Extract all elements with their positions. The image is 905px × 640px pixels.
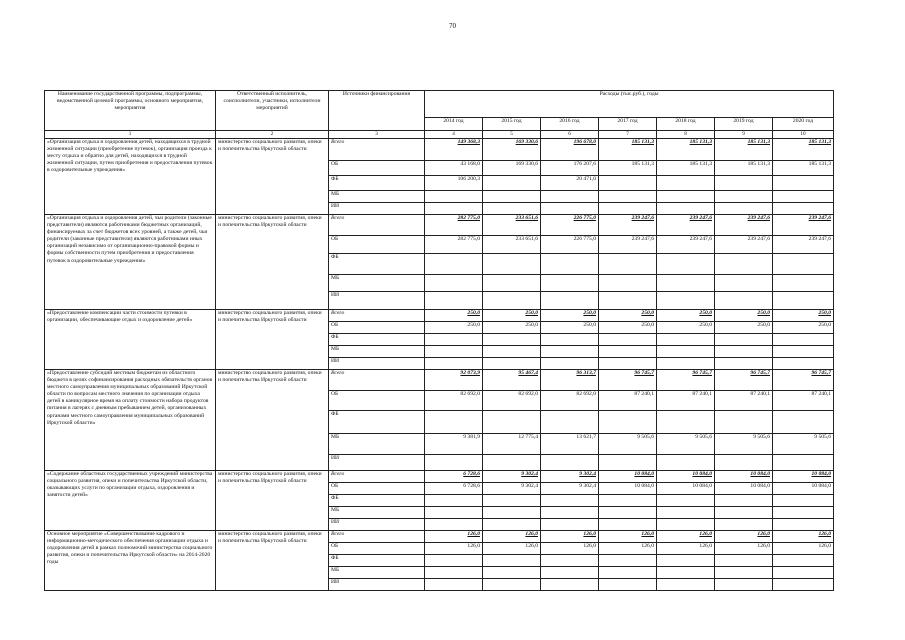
- amount-cell: [483, 190, 541, 202]
- funding-source: ОБ: [329, 235, 425, 253]
- amount-cell: [483, 566, 541, 578]
- amount-cell: 10 084,0: [715, 470, 773, 482]
- amount-cell: [541, 333, 599, 345]
- amount-cell: 106 200,3: [425, 175, 483, 190]
- amount-cell: [715, 274, 773, 291]
- funding-source: Всего: [329, 470, 425, 482]
- amount-cell: 250,0: [541, 321, 599, 333]
- amount-cell: [773, 253, 834, 274]
- amount-cell: 282 775,0: [425, 235, 483, 253]
- amount-cell: 10 084,0: [773, 482, 834, 494]
- amount-cell: [773, 274, 834, 291]
- amount-cell: 185 131,3: [657, 160, 715, 175]
- amount-cell: [483, 578, 541, 590]
- funding-source: ФБ: [329, 554, 425, 566]
- amount-cell: [773, 494, 834, 506]
- amount-cell: 250,0: [599, 321, 657, 333]
- amount-cell: [657, 454, 715, 470]
- amount-cell: [773, 202, 834, 214]
- amount-cell: [599, 494, 657, 506]
- header-expenses: Расходы (тыс.руб.), годы: [425, 91, 834, 118]
- amount-cell: 169 330,6: [483, 160, 541, 175]
- amount-cell: [599, 454, 657, 470]
- funding-source: Всего: [329, 214, 425, 235]
- executor-name: министерство социального развития, опеки и попечительства Иркутской области: [216, 138, 329, 214]
- amount-cell: [715, 554, 773, 566]
- amount-cell: [425, 274, 483, 291]
- amount-cell: [541, 554, 599, 566]
- amount-cell: [541, 506, 599, 518]
- funding-source: ФБ: [329, 253, 425, 274]
- amount-cell: [715, 518, 773, 530]
- amount-cell: 185 131,3: [773, 138, 834, 160]
- amount-cell: [541, 345, 599, 357]
- amount-cell: 87 240,1: [773, 390, 834, 410]
- executor-name: министерство социального развития, опеки и попечительства Иркутской области: [216, 309, 329, 369]
- amount-cell: [773, 518, 834, 530]
- amount-cell: 126,0: [773, 542, 834, 554]
- amount-cell: 149 368,3: [425, 138, 483, 160]
- amount-cell: [541, 410, 599, 433]
- amount-cell: [657, 175, 715, 190]
- amount-cell: [425, 190, 483, 202]
- funding-source: Всего: [329, 369, 425, 390]
- amount-cell: 250,0: [773, 309, 834, 321]
- amount-cell: [483, 175, 541, 190]
- amount-cell: 43 168,0: [425, 160, 483, 175]
- funding-source: ОБ: [329, 482, 425, 494]
- amount-cell: [715, 506, 773, 518]
- amount-cell: 82 692,0: [425, 390, 483, 410]
- amount-cell: 250,0: [657, 321, 715, 333]
- amount-cell: 239 247,6: [599, 214, 657, 235]
- amount-cell: [657, 494, 715, 506]
- amount-cell: 176 207,6: [541, 160, 599, 175]
- amount-cell: [425, 410, 483, 433]
- amount-cell: [599, 410, 657, 433]
- amount-cell: 282 775,0: [425, 214, 483, 235]
- amount-cell: [773, 410, 834, 433]
- amount-cell: 185 131,3: [715, 138, 773, 160]
- amount-cell: 87 240,1: [715, 390, 773, 410]
- amount-cell: [599, 291, 657, 309]
- amount-cell: 250,0: [715, 309, 773, 321]
- amount-cell: 10 084,0: [599, 470, 657, 482]
- amount-cell: 239 247,6: [599, 235, 657, 253]
- amount-cell: [425, 494, 483, 506]
- funding-source: ОБ: [329, 390, 425, 410]
- amount-cell: [599, 506, 657, 518]
- amount-cell: [425, 333, 483, 345]
- amount-cell: [657, 554, 715, 566]
- column-number: 8: [657, 131, 715, 139]
- amount-cell: [657, 274, 715, 291]
- program-name: «Организация отдыха и оздоровления детей, находящихся в трудной жизненной ситуации (приобретение путевок), организация проезда к месту отдыха и обратно для детей, находящихся в трудной жизненной ситуации, путем приобретения и предоставления путевок в оздоровительные учреждения»: [45, 138, 216, 214]
- amount-cell: 6 728,6: [425, 470, 483, 482]
- amount-cell: [599, 274, 657, 291]
- amount-cell: [773, 190, 834, 202]
- executor-name: министерство социального развития, опеки и попечительства Иркутской области: [216, 470, 329, 530]
- amount-cell: [657, 410, 715, 433]
- amount-cell: 9 505,6: [599, 433, 657, 454]
- amount-cell: [657, 291, 715, 309]
- amount-cell: 185 131,3: [599, 160, 657, 175]
- amount-cell: 96 313,7: [541, 369, 599, 390]
- funding-source: ИИ: [329, 291, 425, 309]
- amount-cell: [773, 554, 834, 566]
- program-name: «Предоставление компенсации части стоимости путевки в организации, обеспечивающие отдых и оздоровление детей»: [45, 309, 216, 369]
- amount-cell: [483, 518, 541, 530]
- amount-cell: [657, 190, 715, 202]
- amount-cell: [425, 253, 483, 274]
- amount-cell: [773, 175, 834, 190]
- amount-cell: [425, 454, 483, 470]
- amount-cell: [483, 357, 541, 369]
- amount-cell: 126,0: [657, 542, 715, 554]
- header-year: 2015 год: [483, 118, 541, 131]
- amount-cell: [541, 357, 599, 369]
- header-year: 2018 год: [657, 118, 715, 131]
- amount-cell: [483, 291, 541, 309]
- amount-cell: [483, 345, 541, 357]
- amount-cell: 126,0: [483, 530, 541, 542]
- amount-cell: [657, 578, 715, 590]
- amount-cell: [425, 554, 483, 566]
- table-row: [45, 530, 834, 542]
- amount-cell: 250,0: [425, 321, 483, 333]
- amount-cell: 10 084,0: [599, 482, 657, 494]
- program-name: «Содержание областных государственных учреждений министерства социального развития, опеки и попечительства Иркутской области, оказывающих услуги по организации отдыха, оздоровления и занятости детей»: [45, 470, 216, 530]
- funding-source: Всего: [329, 309, 425, 321]
- amount-cell: [657, 518, 715, 530]
- amount-cell: 226 775,0: [541, 214, 599, 235]
- column-number: 3: [329, 131, 425, 139]
- amount-cell: [425, 578, 483, 590]
- amount-cell: [657, 345, 715, 357]
- amount-cell: 126,0: [425, 542, 483, 554]
- amount-cell: [715, 202, 773, 214]
- amount-cell: [715, 190, 773, 202]
- header-year: 2017 год: [599, 118, 657, 131]
- table-row: [45, 369, 834, 390]
- amount-cell: [483, 202, 541, 214]
- funding-source: МБ: [329, 345, 425, 357]
- amount-cell: 96 745,7: [715, 369, 773, 390]
- amount-cell: 6 728,6: [425, 482, 483, 494]
- amount-cell: 126,0: [599, 542, 657, 554]
- header-executor: Ответственный исполнитель, соисполнители, участники, исполнители мероприятий: [216, 91, 329, 131]
- amount-cell: [599, 345, 657, 357]
- amount-cell: [425, 357, 483, 369]
- amount-cell: 9 302,4: [541, 470, 599, 482]
- amount-cell: 82 692,0: [541, 390, 599, 410]
- funding-source: ОБ: [329, 321, 425, 333]
- amount-cell: [483, 554, 541, 566]
- header-source: Источники финансирования: [329, 91, 425, 131]
- funding-source: Всего: [329, 138, 425, 160]
- amount-cell: [773, 454, 834, 470]
- column-number: 4: [425, 131, 483, 139]
- funding-source: ИИ: [329, 357, 425, 369]
- program-name: Основное мероприятие «Совершенствование кадрового и информационно-методического обеспечения организации отдыха и оздоровления детей в рамках полномочий министерства социального развития, опеки и попечительства Иркутской области» на 2014-2020 годы: [45, 530, 216, 590]
- amount-cell: 239 247,6: [773, 214, 834, 235]
- amount-cell: 169 330,6: [483, 138, 541, 160]
- amount-cell: 96 745,7: [657, 369, 715, 390]
- funding-source: ФБ: [329, 410, 425, 433]
- funding-source: ФБ: [329, 494, 425, 506]
- program-name: «Предоставление субсидий местным бюджетам из областного бюджета в целях софинансирования расходных обязательств органов местного самоуправления муниципальных образований Иркутской области по вопросам местного значения по организации отдыха детей в каникулярное время на оплату стоимости набора продуктов питания в лагерях с дневным пребыванием детей, организованных органами местного самоуправления муниципальных образований Иркутской области»: [45, 369, 216, 470]
- amount-cell: [599, 253, 657, 274]
- amount-cell: [541, 566, 599, 578]
- amount-cell: 126,0: [541, 530, 599, 542]
- funding-source: ОБ: [329, 160, 425, 175]
- amount-cell: [541, 454, 599, 470]
- amount-cell: [599, 175, 657, 190]
- amount-cell: 226 775,0: [541, 235, 599, 253]
- amount-cell: [715, 578, 773, 590]
- amount-cell: 250,0: [483, 321, 541, 333]
- amount-cell: 185 131,3: [599, 138, 657, 160]
- amount-cell: 10 084,0: [715, 482, 773, 494]
- funding-source: МБ: [329, 433, 425, 454]
- funding-source: ФБ: [329, 333, 425, 345]
- funding-source: ИИ: [329, 518, 425, 530]
- amount-cell: 250,0: [715, 321, 773, 333]
- amount-cell: 95 467,4: [483, 369, 541, 390]
- program-name: «Организация отдыха и оздоровления детей, чьи родители (законные представители) являются работниками бюджетных организаций, финансируемых за счет бюджетов всех уровней, а также детей, чьи родители (законные представители) являются работниками иных организаций независимо от организационно-правовой формы и формы собственности путем приобретения и предоставления путевок в оздоровительные учреждения»: [45, 214, 216, 309]
- header-program: Наименование государственной программы, подпрограммы, ведомственной целевой программы, основного мероприятия, мероприятия: [45, 91, 216, 131]
- column-number: 7: [599, 131, 657, 139]
- amount-cell: [599, 357, 657, 369]
- amount-cell: 9 302,4: [541, 482, 599, 494]
- amount-cell: [483, 253, 541, 274]
- amount-cell: 185 131,3: [715, 160, 773, 175]
- amount-cell: 185 131,3: [773, 160, 834, 175]
- funding-source: МБ: [329, 274, 425, 291]
- amount-cell: 87 240,1: [657, 390, 715, 410]
- column-number: 1: [45, 131, 216, 139]
- funding-source: МБ: [329, 506, 425, 518]
- amount-cell: [425, 345, 483, 357]
- amount-cell: [541, 274, 599, 291]
- amount-cell: 250,0: [483, 309, 541, 321]
- amount-cell: [715, 566, 773, 578]
- page-number: 70: [449, 22, 456, 30]
- amount-cell: 9 505,6: [657, 433, 715, 454]
- amount-cell: 9 505,6: [773, 433, 834, 454]
- amount-cell: [483, 333, 541, 345]
- amount-cell: [773, 506, 834, 518]
- amount-cell: 126,0: [715, 530, 773, 542]
- header-year: 2014 год: [425, 118, 483, 131]
- amount-cell: 126,0: [599, 530, 657, 542]
- amount-cell: [541, 518, 599, 530]
- amount-cell: [425, 506, 483, 518]
- amount-cell: [715, 291, 773, 309]
- funding-source: ИИ: [329, 454, 425, 470]
- amount-cell: 96 745,7: [599, 369, 657, 390]
- amount-cell: [715, 345, 773, 357]
- amount-cell: [425, 518, 483, 530]
- funding-source: МБ: [329, 566, 425, 578]
- amount-cell: 233 651,6: [483, 235, 541, 253]
- header-year: 2016 год: [541, 118, 599, 131]
- amount-cell: 250,0: [599, 309, 657, 321]
- table-row: [45, 309, 834, 321]
- executor-name: министерство социального развития, опеки и попечительства Иркутской области: [216, 214, 329, 309]
- amount-cell: 10 084,0: [657, 470, 715, 482]
- amount-cell: 239 247,6: [715, 235, 773, 253]
- amount-cell: 20 471,0: [541, 175, 599, 190]
- header-year: 2020 год: [773, 118, 834, 131]
- amount-cell: 9 302,4: [483, 470, 541, 482]
- amount-cell: 82 692,0: [483, 390, 541, 410]
- amount-cell: [599, 578, 657, 590]
- amount-cell: 96 745,7: [773, 369, 834, 390]
- amount-cell: [715, 253, 773, 274]
- amount-cell: 126,0: [773, 530, 834, 542]
- column-number: 6: [541, 131, 599, 139]
- amount-cell: 126,0: [657, 530, 715, 542]
- amount-cell: [715, 175, 773, 190]
- amount-cell: [599, 554, 657, 566]
- amount-cell: [715, 333, 773, 345]
- column-number: 2: [216, 131, 329, 139]
- amount-cell: 87 240,1: [599, 390, 657, 410]
- amount-cell: [483, 494, 541, 506]
- budget-table: [44, 90, 834, 591]
- amount-cell: 239 247,6: [715, 214, 773, 235]
- amount-cell: [657, 506, 715, 518]
- amount-cell: [425, 291, 483, 309]
- amount-cell: [483, 506, 541, 518]
- column-number: 9: [715, 131, 773, 139]
- amount-cell: [541, 494, 599, 506]
- funding-source: ИИ: [329, 578, 425, 590]
- table-row: [45, 138, 834, 160]
- amount-cell: [483, 454, 541, 470]
- funding-source: ФБ: [329, 175, 425, 190]
- amount-cell: [599, 202, 657, 214]
- executor-name: министерство социального развития, опеки и попечительства Иркутской области: [216, 530, 329, 590]
- amount-cell: [773, 578, 834, 590]
- funding-source: МБ: [329, 190, 425, 202]
- amount-cell: 239 247,6: [657, 235, 715, 253]
- amount-cell: [715, 494, 773, 506]
- amount-cell: 185 131,3: [657, 138, 715, 160]
- amount-cell: 196 678,0: [541, 138, 599, 160]
- amount-cell: [483, 410, 541, 433]
- table-row: [45, 470, 834, 482]
- amount-cell: [599, 566, 657, 578]
- column-number: 10: [773, 131, 834, 139]
- amount-cell: 92 073,9: [425, 369, 483, 390]
- amount-cell: 126,0: [715, 542, 773, 554]
- amount-cell: 9 381,9: [425, 433, 483, 454]
- header-year: 2019 год: [715, 118, 773, 131]
- amount-cell: [541, 190, 599, 202]
- amount-cell: [773, 291, 834, 309]
- amount-cell: [715, 410, 773, 433]
- amount-cell: [657, 333, 715, 345]
- amount-cell: 9 505,6: [715, 433, 773, 454]
- amount-cell: [541, 578, 599, 590]
- amount-cell: [657, 253, 715, 274]
- amount-cell: 250,0: [773, 321, 834, 333]
- amount-cell: 10 084,0: [773, 470, 834, 482]
- amount-cell: 233 651,6: [483, 214, 541, 235]
- amount-cell: [599, 518, 657, 530]
- amount-cell: [425, 566, 483, 578]
- amount-cell: 13 621,7: [541, 433, 599, 454]
- amount-cell: [773, 345, 834, 357]
- amount-cell: [773, 566, 834, 578]
- amount-cell: 126,0: [483, 542, 541, 554]
- amount-cell: [715, 454, 773, 470]
- amount-cell: [657, 202, 715, 214]
- amount-cell: [657, 566, 715, 578]
- amount-cell: 10 084,0: [657, 482, 715, 494]
- amount-cell: [773, 333, 834, 345]
- amount-cell: 126,0: [425, 530, 483, 542]
- amount-cell: [483, 274, 541, 291]
- amount-cell: [599, 333, 657, 345]
- table-row: [45, 214, 834, 235]
- amount-cell: [425, 202, 483, 214]
- amount-cell: [657, 357, 715, 369]
- amount-cell: 250,0: [657, 309, 715, 321]
- amount-cell: 250,0: [541, 309, 599, 321]
- amount-cell: 250,0: [425, 309, 483, 321]
- amount-cell: [541, 202, 599, 214]
- funding-source: Всего: [329, 530, 425, 542]
- amount-cell: 9 302,4: [483, 482, 541, 494]
- amount-cell: 239 247,6: [657, 214, 715, 235]
- amount-cell: [541, 291, 599, 309]
- amount-cell: [715, 357, 773, 369]
- amount-cell: [541, 253, 599, 274]
- amount-cell: 239 247,6: [773, 235, 834, 253]
- amount-cell: [773, 357, 834, 369]
- table-body: [45, 138, 834, 590]
- funding-source: ИИ: [329, 202, 425, 214]
- amount-cell: [599, 190, 657, 202]
- amount-cell: 126,0: [541, 542, 599, 554]
- funding-source: ОБ: [329, 542, 425, 554]
- amount-cell: 12 775,4: [483, 433, 541, 454]
- executor-name: министерство социального развития, опеки и попечительства Иркутской области: [216, 369, 329, 470]
- column-number: 5: [483, 131, 541, 139]
